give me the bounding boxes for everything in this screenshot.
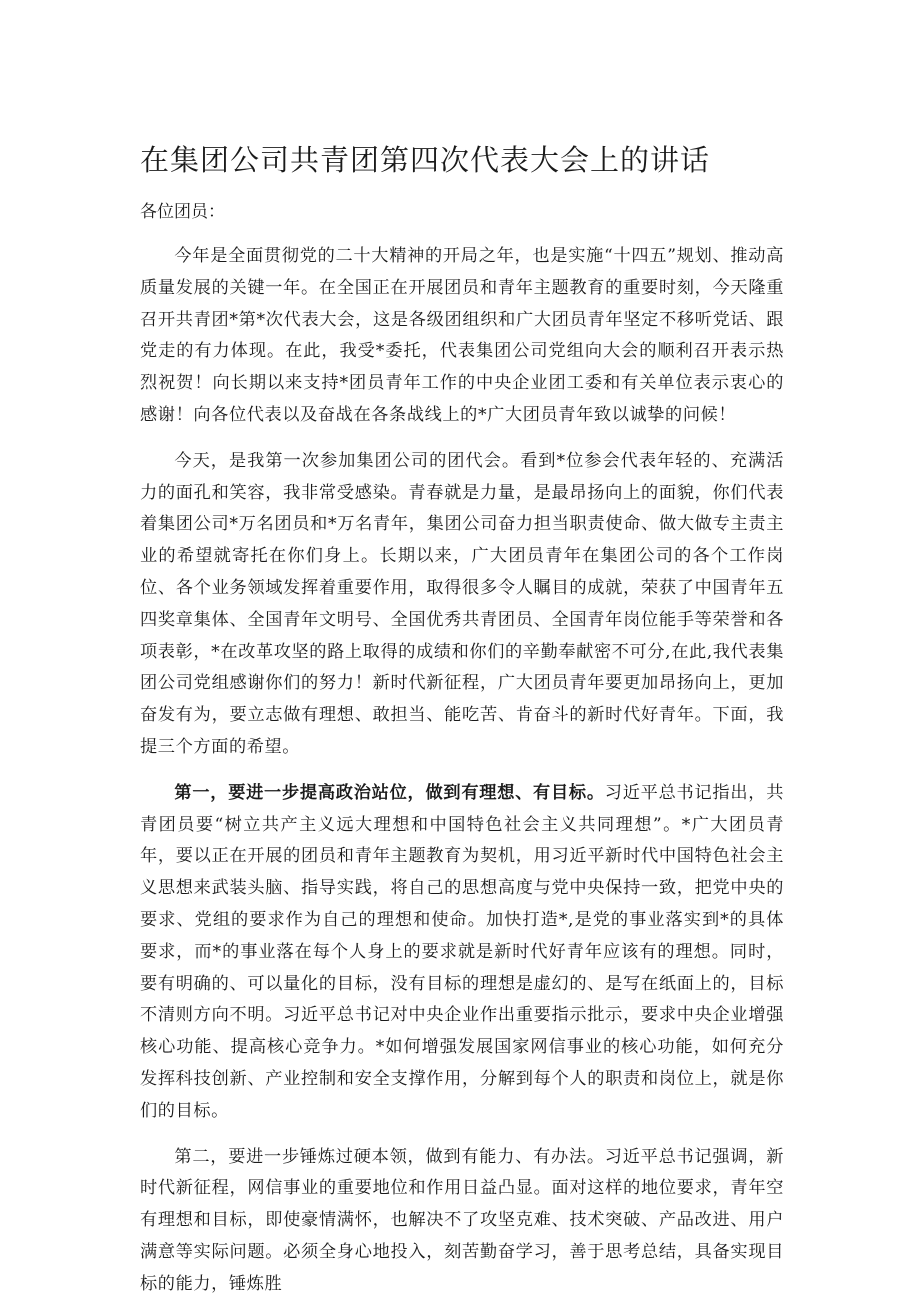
paragraph-text: 今年是全面贯彻党的二十大精神的开局之年，也是实施“十四五”规划、推动高质量发展的关键一年。在全国正在开展团员和青年主题教育的重要时刻，今天隆重召开共青团*第*次代表大会，这是各级团组织和广大团员青年坚定不移听党话、跟党走的有力体现。在此，我受*委托，代表集团公司党组向大会的顺利召开表示热烈祝贺！向长期以来支持*团员青年工作的中央企业团工委和有关单位表示衷心的感谢！向各位代表以及奋战在各条战线上的*广大团员青年致以诚挚的问候！ [140, 246, 784, 425]
paragraph-text: 习近平总书记指出，共青团员要“树立共产主义远大理想和中国特色社会主义共同理想”。*广大团员青年，要以正在开展的团员和青年主题教育为契机，用习近平新时代中国特色社会主义思想来武装头脑、指导实践，将自己的思想高度与党中央保持一致，把党中央的要求、党组的要求作为自己的理想和使命。加快打造*,是党的事业落实到*的具体要求，而*的事业落在每个人身上的要求就是新时代好青年应该有的理想。同时，要有明确的、可以量化的目标，没有目标的理想是虚幻的、是写在纸面上的，目标不清则方向不明。习近平总书记对中央企业作出重要指示批示，要求中央企业增强核心功能、提高核心竞争力。*如何增强发展国家网信事业的核心功能，如何充分发挥科技创新、产业控制和安全支撑作用，分解到每个人的职责和岗位上，就是你们的目标。 [140, 782, 784, 1121]
paragraph [140, 1142, 784, 1301]
paragraph [140, 778, 784, 1128]
paragraph-text: 今天，是我第一次参加集团公司的团代会。看到*位参会代表年轻的、充满活力的面孔和笑容，我非常受感染。青春就是力量，是最昂扬向上的面貌，你们代表着集团公司*万名团员和*万名青年，集团公司奋力担当职责使命、做大做专主责主业的希望就寄托在你们身上。长期以来，广大团员青年在集团公司的各个工作岗位、各个业务领域发挥着重要作用，取得很多令人瞩目的成就，荣获了中国青年五四奖章集体、全国青年文明号、全国优秀共青团员、全国青年岗位能手等荣誉和各项表彰，*在改革攻坚的路上取得的成绩和你们的辛勤奉献密不可分,在此,我代表集团公司党组感谢你们的努力！新时代新征程，广大团员青年要更加昂扬向上，更加奋发有为，要立志做有理想、敢担当、能吃苦、肯奋斗的新时代好青年。下面，我提三个方面的希望。 [140, 450, 784, 757]
paragraph [140, 446, 784, 764]
paragraph [140, 241, 784, 432]
document-title: 在集团公司共青团第四次代表大会上的讲话 [140, 143, 711, 177]
paragraph-lead: 第一，要进一步提高政治站位，做到有理想、有目标。 [174, 782, 605, 803]
salutation: 各位团员： [140, 202, 225, 222]
document-body [140, 241, 784, 1315]
paragraph-text: 第二，要进一步锤炼过硬本领，做到有能力、有办法。习近平总书记强调，新时代新征程，网信事业的重要地位和作用日益凸显。面对这样的地位要求，青年空有理想和目标，即使豪情满怀，也解决不了攻坚克难、技术突破、产品改进、用户满意等实际问题。必须全身心地投入，刻苦勤奋学习，善于思考总结，具备实现目标的能力，锤炼胜 [140, 1146, 784, 1294]
